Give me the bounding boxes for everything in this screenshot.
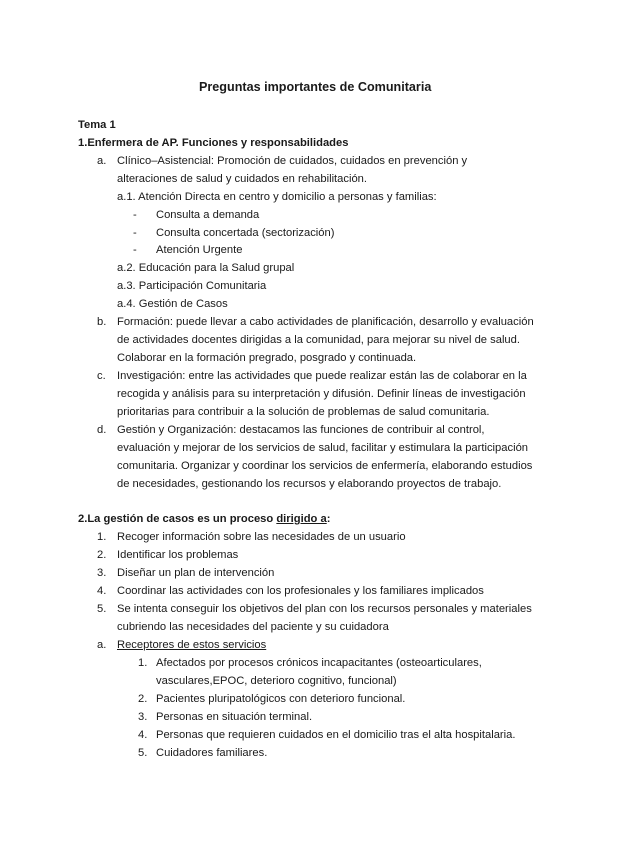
receptor-item: Personas que requieren cuidados en el domicilio tras el alta hospitalaria.: [156, 729, 516, 741]
list-marker: 5.: [97, 603, 107, 615]
item-b-marker: b.: [97, 316, 107, 328]
list-item: Identificar los problemas: [117, 549, 239, 561]
item-c-marker: c.: [97, 370, 106, 382]
receptor-item: Personas en situación terminal.: [156, 711, 313, 723]
topic-label: Tema 1: [78, 119, 116, 131]
receptor-marker: 1.: [138, 657, 148, 669]
item-c-line: Investigación: entre las actividades que puede realizar están las de colaborar en la: [117, 370, 527, 382]
list-item: Coordinar las actividades con los profesionales y los familiares implicados: [117, 585, 484, 597]
bullet-item: Atención Urgente: [156, 244, 243, 256]
receptor-item-continuation: vasculares,EPOC, deterioro cognitivo, funcional): [156, 675, 397, 687]
item-a-marker: a.: [97, 155, 107, 167]
subitem-a1: a.1. Atención Directa en centro y domicilio a personas y familias:: [117, 191, 437, 203]
receptor-item: Cuidadores familiares.: [156, 747, 268, 759]
heading-underlined: dirigido a: [276, 513, 327, 525]
receptor-item: Pacientes pluripatológicos con deterioro funcional.: [156, 693, 406, 705]
list-marker: 4.: [97, 585, 107, 597]
item-d-line: Gestión y Organización: destacamos las funciones de contribuir al control,: [117, 424, 485, 436]
section-1-heading: 1.Enfermera de AP. Funciones y responsabilidades: [78, 137, 349, 149]
list-marker: 1.: [97, 531, 107, 543]
item-d-marker: d.: [97, 424, 107, 436]
item-b-line: de actividades docentes dirigidas a la comunidad, para mejorar su nivel de salud.: [117, 334, 520, 346]
list-marker: 2.: [97, 549, 107, 561]
bullet-item: Consulta concertada (sectorización): [156, 227, 335, 239]
heading-prefix: 2.La gestión de casos es un proceso: [78, 513, 277, 525]
item-a-line: alteraciones de salud y cuidados en rehabilitación.: [117, 173, 368, 185]
item-c-line: recogida y análisis para su interpretación y difusión. Definir líneas de investigación: [117, 388, 526, 400]
list-item: Se intenta conseguir los objetivos del plan con los recursos personales y materiales: [117, 603, 532, 615]
subitem-a4: a.4. Gestión de Casos: [117, 298, 228, 310]
subitem-a3: a.3. Participación Comunitaria: [117, 280, 267, 292]
receptor-marker: 4.: [138, 729, 148, 741]
heading-suffix: :: [326, 513, 331, 525]
section-2-heading: [78, 513, 330, 526]
item-b-line: Colaborar en la formación pregrado, posgrado y continuada.: [117, 352, 417, 364]
list-marker: 3.: [97, 567, 107, 579]
receptores-marker: a.: [97, 639, 107, 651]
item-d-line: evaluación y mejorar de los servicios de salud, facilitar y estimulara la participación: [117, 442, 529, 454]
list-item-continuation: cubriendo las necesidades del paciente y su cuidadora: [117, 621, 389, 633]
receptor-marker: 3.: [138, 711, 148, 723]
item-c-line: prioritarias para contribuir a la solución de problemas de salud comunitaria.: [117, 406, 490, 418]
receptores-heading: Receptores de estos servicios: [117, 639, 267, 651]
list-item: Diseñar un plan de intervención: [117, 567, 275, 579]
list-item: Recoger información sobre las necesidades de un usuario: [117, 531, 406, 543]
bullet-marker: -: [133, 244, 137, 256]
bullet-item: Consulta a demanda: [156, 209, 260, 221]
receptor-marker: 2.: [138, 693, 148, 705]
subitem-a2: a.2. Educación para la Salud grupal: [117, 262, 295, 274]
item-a-line: Clínico–Asistencial: Promoción de cuidados, cuidados en prevención y: [117, 155, 468, 167]
receptor-marker: 5.: [138, 747, 148, 759]
bullet-marker: -: [133, 227, 137, 239]
item-d-line: comunitaria. Organizar y coordinar los servicios de enfermería, elaborando estudios: [117, 460, 533, 472]
page-title: Preguntas importantes de Comunitaria: [199, 80, 432, 94]
receptor-item: Afectados por procesos crónicos incapacitantes (osteoarticulares,: [156, 657, 482, 669]
item-b-line: Formación: puede llevar a cabo actividades de planificación, desarrollo y evaluación: [117, 316, 534, 328]
bullet-marker: -: [133, 209, 137, 221]
item-d-line: de necesidades, gestionando los recursos y elaborando proyectos de trabajo.: [117, 478, 502, 490]
